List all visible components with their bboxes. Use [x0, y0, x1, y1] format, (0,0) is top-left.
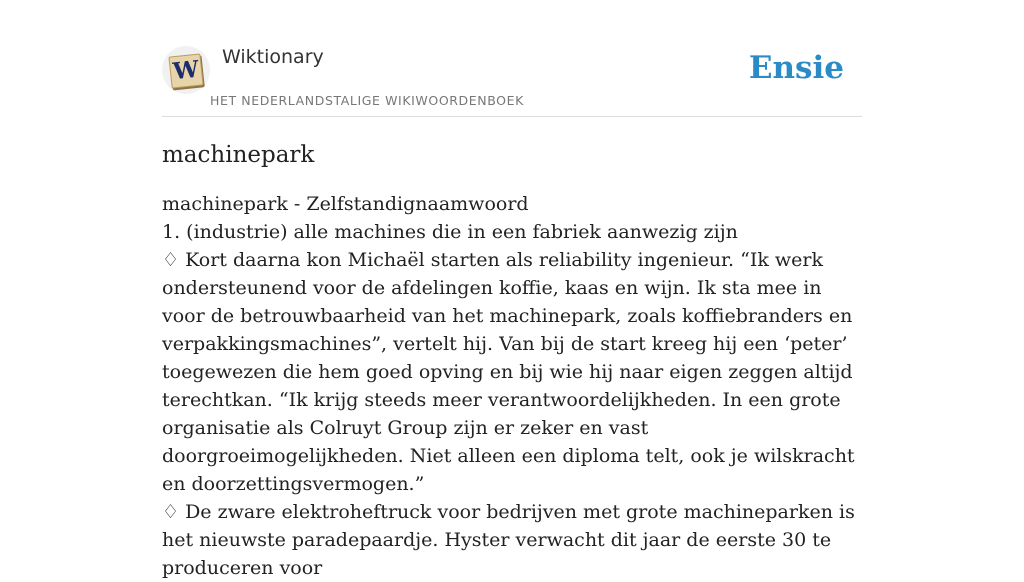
- site-name[interactable]: Wiktionary: [222, 46, 324, 68]
- wiktionary-tile-icon: [168, 53, 203, 88]
- site-header: [162, 0, 862, 117]
- entry-title: machinepark: [162, 142, 315, 168]
- ensie-brand-link[interactable]: Ensie: [748, 50, 844, 86]
- entry-heading: machinepark - Zelfstandignaamwoord: [162, 193, 529, 215]
- entry-definition: 1. (industrie) alle machines die in een fabriek aanwezig zijn: [162, 221, 738, 243]
- entry-content: [162, 138, 862, 582]
- example-sentence: ♢ Kort daarna kon Michaël starten als reliability ingenieur. “Ik werk ondersteunend voor de afdelingen koffie, kaas en wijn. Ik sta mee in voor de betrouwbaarheid van het machinepark, zoals koffiebranders en verpakkingsmachines”, vertelt hij. Van bij de start kreeg hij een ‘peter’ toegewezen die hem goed opving en bij wie hij naar eigen zeggen altijd terechtkan. “Ik krijg steeds meer verantwoordelijkheden. In een grote organisatie als Colruyt Group zijn er zeker en vast doorgroeimogelijkheden. Niet alleen een diploma telt, ook je wilskracht en doorzettingsvermogen.”: [162, 249, 855, 495]
- wiktionary-logo[interactable]: [162, 46, 210, 94]
- example-sentence: ♢ De zware elektroheftruck voor bedrijven met grote machineparken is het nieuwste paradepaardje. Hyster verwacht dit jaar de eerste 30 te produceren voor: [162, 501, 855, 579]
- logo-letter: W: [171, 55, 201, 86]
- site-tagline: HET NEDERLANDSTALIGE WIKIWOORDENBOEK: [210, 93, 524, 108]
- entry-body: [162, 190, 862, 582]
